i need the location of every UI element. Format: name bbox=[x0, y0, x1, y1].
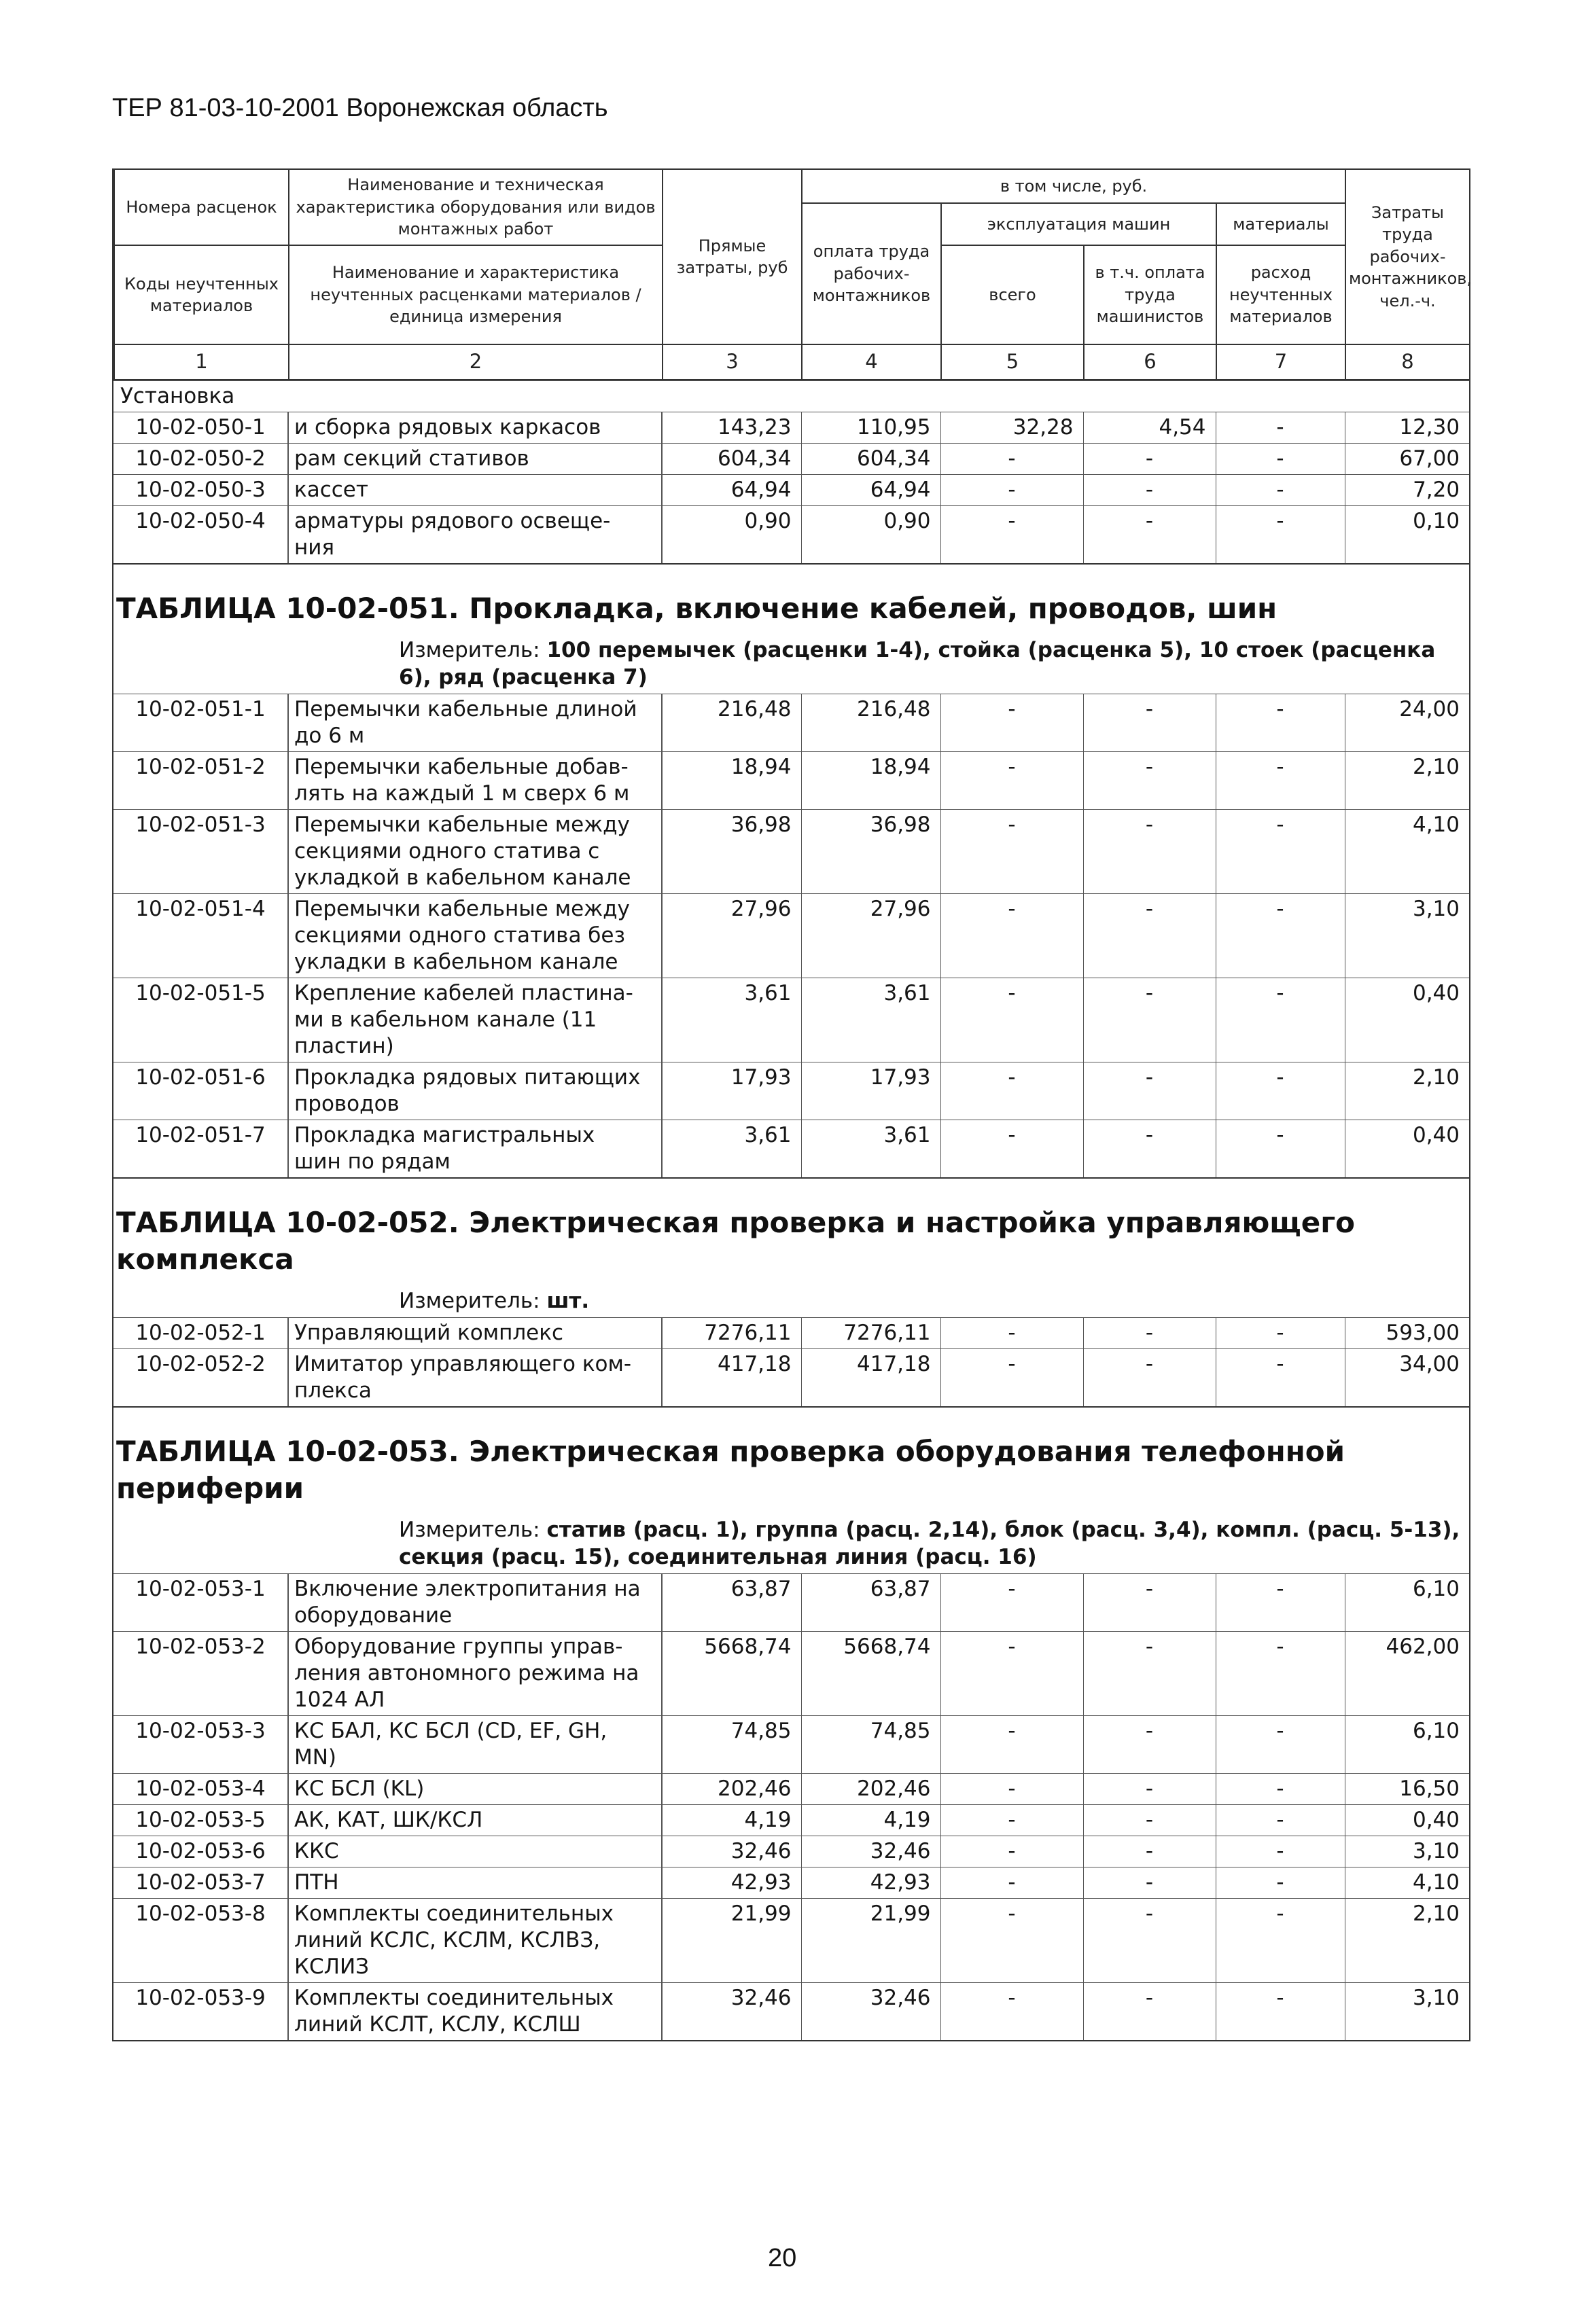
work-name-cell: ККС bbox=[288, 1836, 662, 1867]
table-row bbox=[113, 444, 1469, 475]
labor-pay-cell: 3,61 bbox=[801, 1120, 940, 1178]
labor-pay-cell: 3,61 bbox=[801, 978, 940, 1062]
table-row bbox=[113, 1716, 1469, 1774]
measure-label: Измеритель: bbox=[399, 1289, 547, 1313]
rate-code-cell: 10-02-053-5 bbox=[113, 1805, 288, 1836]
labor-hours-cell: 7,20 bbox=[1345, 475, 1469, 506]
labor-pay-cell: 32,46 bbox=[801, 1836, 940, 1867]
rate-code-cell: 10-02-053-6 bbox=[113, 1836, 288, 1867]
column-number: 8 bbox=[1345, 344, 1470, 380]
materials-cost-cell: - bbox=[1216, 1774, 1345, 1805]
labor-hours-cell: 0,40 bbox=[1345, 1120, 1469, 1178]
rate-code-cell: 10-02-053-2 bbox=[113, 1632, 288, 1716]
machines-labor-cell: - bbox=[1083, 506, 1216, 564]
labor-hours-cell: 3,10 bbox=[1345, 1983, 1469, 2041]
work-name-cell: КС БАЛ, КС БСЛ (CD, EF, GH, MN) bbox=[288, 1716, 662, 1774]
labor-pay-cell: 5668,74 bbox=[801, 1632, 940, 1716]
labor-pay-cell: 32,46 bbox=[801, 1983, 940, 2041]
machines-total-cell: - bbox=[940, 1120, 1083, 1178]
direct-costs-cell: 63,87 bbox=[662, 1574, 801, 1632]
labor-pay-cell: 63,87 bbox=[801, 1574, 940, 1632]
machines-labor-cell: - bbox=[1083, 1349, 1216, 1407]
rate-code-cell: 10-02-051-3 bbox=[113, 810, 288, 894]
machines-labor-cell: - bbox=[1083, 1574, 1216, 1632]
rate-code-cell: 10-02-050-4 bbox=[113, 506, 288, 564]
measure-label: Измеритель: bbox=[399, 1518, 547, 1542]
materials-cost-cell: - bbox=[1216, 1867, 1345, 1899]
section-052-table bbox=[113, 1317, 1469, 1406]
section-051-table bbox=[113, 694, 1469, 1177]
page-number: 20 bbox=[768, 2244, 797, 2272]
machines-total-cell: - bbox=[940, 1716, 1083, 1774]
machines-labor-cell: - bbox=[1083, 1716, 1216, 1774]
labor-pay-cell: 7276,11 bbox=[801, 1318, 940, 1349]
rate-code-cell: 10-02-053-7 bbox=[113, 1867, 288, 1899]
column-number: 6 bbox=[1084, 344, 1216, 380]
direct-costs-cell: 32,46 bbox=[662, 1983, 801, 2041]
machines-total-cell: 32,28 bbox=[940, 412, 1083, 444]
labor-pay-cell: 42,93 bbox=[801, 1867, 940, 1899]
rate-code-cell: 10-02-050-2 bbox=[113, 444, 288, 475]
direct-costs-cell: 32,46 bbox=[662, 1836, 801, 1867]
materials-cost-cell: - bbox=[1216, 1349, 1345, 1407]
machines-labor-cell: - bbox=[1083, 978, 1216, 1062]
header-rate-numbers: Номера расценок bbox=[114, 169, 289, 245]
direct-costs-cell: 21,99 bbox=[662, 1899, 801, 1983]
machines-total-cell: - bbox=[940, 1899, 1083, 1983]
measure-label: Измеритель: bbox=[399, 638, 547, 662]
materials-cost-cell: - bbox=[1216, 1062, 1345, 1120]
table-row bbox=[113, 1574, 1469, 1632]
measure-value: 100 перемычек (расценки 1-4), стойка (расценка 5), 10 стоек (расценка 6), ряд (расценка 7) bbox=[399, 638, 1436, 690]
rate-code-cell: 10-02-053-8 bbox=[113, 1899, 288, 1983]
direct-costs-cell: 36,98 bbox=[662, 810, 801, 894]
labor-hours-cell: 462,00 bbox=[1345, 1632, 1469, 1716]
machines-labor-cell: - bbox=[1083, 475, 1216, 506]
machines-labor-cell: - bbox=[1083, 1983, 1216, 2041]
table-row bbox=[113, 752, 1469, 810]
machines-labor-cell: - bbox=[1083, 1899, 1216, 1983]
table-row bbox=[113, 1899, 1469, 1983]
labor-hours-cell: 4,10 bbox=[1345, 1867, 1469, 1899]
labor-pay-cell: 74,85 bbox=[801, 1716, 940, 1774]
header-material-name: Наименование и характеристика неучтенных расценками материалов / единица измерения bbox=[289, 245, 663, 344]
direct-costs-cell: 143,23 bbox=[662, 412, 801, 444]
materials-cost-cell: - bbox=[1216, 444, 1345, 475]
direct-costs-cell: 18,94 bbox=[662, 752, 801, 810]
section-053-measure bbox=[113, 1515, 1469, 1573]
materials-cost-cell: - bbox=[1216, 506, 1345, 564]
work-name-cell: Управляющий комплекс bbox=[288, 1318, 662, 1349]
labor-hours-cell: 12,30 bbox=[1345, 412, 1469, 444]
header-including: в том числе, руб. bbox=[802, 169, 1345, 203]
materials-cost-cell: - bbox=[1216, 1318, 1345, 1349]
labor-pay-cell: 417,18 bbox=[801, 1349, 940, 1407]
labor-pay-cell: 4,19 bbox=[801, 1805, 940, 1836]
materials-cost-cell: - bbox=[1216, 1574, 1345, 1632]
header-direct-costs: Прямые затраты, руб bbox=[663, 169, 802, 344]
rate-code-cell: 10-02-052-1 bbox=[113, 1318, 288, 1349]
machines-total-cell: - bbox=[940, 1062, 1083, 1120]
materials-cost-cell: - bbox=[1216, 978, 1345, 1062]
materials-cost-cell: - bbox=[1216, 894, 1345, 978]
labor-hours-cell: 16,50 bbox=[1345, 1774, 1469, 1805]
direct-costs-cell: 0,90 bbox=[662, 506, 801, 564]
machines-total-cell: - bbox=[940, 752, 1083, 810]
machines-total-cell: - bbox=[940, 444, 1083, 475]
materials-cost-cell: - bbox=[1216, 694, 1345, 752]
header-machines: эксплуатация машин bbox=[941, 203, 1216, 245]
column-number: 5 bbox=[941, 344, 1084, 380]
column-number: 3 bbox=[663, 344, 802, 380]
table-row bbox=[113, 1867, 1469, 1899]
work-name-cell: Прокладка рядовых питающих проводов bbox=[288, 1062, 662, 1120]
section-050-table bbox=[113, 380, 1469, 563]
table-row bbox=[113, 978, 1469, 1062]
direct-costs-cell: 202,46 bbox=[662, 1774, 801, 1805]
materials-cost-cell: - bbox=[1216, 752, 1345, 810]
machines-labor-cell: - bbox=[1083, 810, 1216, 894]
table-row bbox=[113, 1983, 1469, 2041]
materials-cost-cell: - bbox=[1216, 412, 1345, 444]
work-name-cell: Перемычки кабельные длиной до 6 м bbox=[288, 694, 662, 752]
labor-pay-cell: 0,90 bbox=[801, 506, 940, 564]
machines-labor-cell: - bbox=[1083, 1062, 1216, 1120]
labor-hours-cell: 4,10 bbox=[1345, 810, 1469, 894]
column-number: 4 bbox=[802, 344, 941, 380]
direct-costs-cell: 42,93 bbox=[662, 1867, 801, 1899]
rate-code-cell: 10-02-053-4 bbox=[113, 1774, 288, 1805]
direct-costs-cell: 3,61 bbox=[662, 1120, 801, 1178]
work-name-cell: и сборка рядовых каркасов bbox=[288, 412, 662, 444]
table-row bbox=[113, 1120, 1469, 1178]
materials-cost-cell: - bbox=[1216, 475, 1345, 506]
labor-pay-cell: 18,94 bbox=[801, 752, 940, 810]
header-machines-total: всего bbox=[941, 245, 1084, 344]
labor-pay-cell: 216,48 bbox=[801, 694, 940, 752]
direct-costs-cell: 74,85 bbox=[662, 1716, 801, 1774]
labor-hours-cell: 0,10 bbox=[1345, 506, 1469, 564]
materials-cost-cell: - bbox=[1216, 1836, 1345, 1867]
measure-value: статив (расц. 1), группа (расц. 2,14), блок (расц. 3,4), компл. (расц. 5-13), секция (расц. 15), соединительная линия (расц. 16) bbox=[399, 1518, 1460, 1569]
table-row bbox=[113, 810, 1469, 894]
machines-labor-cell: 4,54 bbox=[1083, 412, 1216, 444]
table-row bbox=[113, 1836, 1469, 1867]
machines-labor-cell: - bbox=[1083, 1805, 1216, 1836]
direct-costs-cell: 417,18 bbox=[662, 1349, 801, 1407]
work-name-cell: Включение электропитания на оборудование bbox=[288, 1574, 662, 1632]
work-name-cell: рам секций стативов bbox=[288, 444, 662, 475]
labor-hours-cell: 3,10 bbox=[1345, 894, 1469, 978]
table-row bbox=[113, 1349, 1469, 1407]
machines-labor-cell: - bbox=[1083, 752, 1216, 810]
work-name-cell: кассет bbox=[288, 475, 662, 506]
rate-code-cell: 10-02-053-1 bbox=[113, 1574, 288, 1632]
work-name-cell: арматуры рядового освеще- ния bbox=[288, 506, 662, 564]
machines-total-cell: - bbox=[940, 1574, 1083, 1632]
materials-cost-cell: - bbox=[1216, 1120, 1345, 1178]
machines-labor-cell: - bbox=[1083, 1318, 1216, 1349]
machines-labor-cell: - bbox=[1083, 1632, 1216, 1716]
work-name-cell: АК, КАТ, ШК/КСЛ bbox=[288, 1805, 662, 1836]
labor-pay-cell: 27,96 bbox=[801, 894, 940, 978]
rates-table-frame bbox=[112, 168, 1473, 2041]
rate-code-cell: 10-02-051-5 bbox=[113, 978, 288, 1062]
header-materials-usage: расход неучтенных материалов bbox=[1216, 245, 1345, 344]
labor-hours-cell: 0,40 bbox=[1345, 978, 1469, 1062]
table-header bbox=[113, 168, 1473, 380]
rate-code-cell: 10-02-051-7 bbox=[113, 1120, 288, 1178]
labor-hours-cell: 24,00 bbox=[1345, 694, 1469, 752]
table-row bbox=[113, 1318, 1469, 1349]
labor-pay-cell: 110,95 bbox=[801, 412, 940, 444]
column-numbers-row bbox=[114, 344, 1470, 380]
machines-total-cell: - bbox=[940, 475, 1083, 506]
labor-hours-cell: 67,00 bbox=[1345, 444, 1469, 475]
table-row bbox=[113, 1774, 1469, 1805]
machines-labor-cell: - bbox=[1083, 444, 1216, 475]
labor-hours-cell: 6,10 bbox=[1345, 1716, 1469, 1774]
labor-pay-cell: 21,99 bbox=[801, 1899, 940, 1983]
direct-costs-cell: 3,61 bbox=[662, 978, 801, 1062]
labor-pay-cell: 604,34 bbox=[801, 444, 940, 475]
direct-costs-cell: 216,48 bbox=[662, 694, 801, 752]
header-machines-labor: в т.ч. оплата труда машинистов bbox=[1084, 245, 1216, 344]
direct-costs-cell: 64,94 bbox=[662, 475, 801, 506]
direct-costs-cell: 4,19 bbox=[662, 1805, 801, 1836]
machines-total-cell: - bbox=[940, 1867, 1083, 1899]
measure-value: шт. bbox=[546, 1289, 590, 1313]
materials-cost-cell: - bbox=[1216, 1632, 1345, 1716]
materials-cost-cell: - bbox=[1216, 1805, 1345, 1836]
header-labor-pay: оплата труда рабочих-монтажников bbox=[802, 203, 941, 344]
rate-code-cell: 10-02-050-3 bbox=[113, 475, 288, 506]
column-number: 7 bbox=[1216, 344, 1345, 380]
machines-labor-cell: - bbox=[1083, 694, 1216, 752]
section-051-title: ТАБЛИЦА 10-02-051. Прокладка, включение кабелей, проводов, шин bbox=[113, 563, 1469, 635]
rate-code-cell: 10-02-053-9 bbox=[113, 1983, 288, 2041]
header-labor-hours: Затраты труда рабочих-монтажников, чел.-ч. bbox=[1345, 169, 1470, 344]
materials-cost-cell: - bbox=[1216, 1983, 1345, 2041]
machines-labor-cell: - bbox=[1083, 894, 1216, 978]
machines-labor-cell: - bbox=[1083, 1836, 1216, 1867]
machines-total-cell: - bbox=[940, 894, 1083, 978]
machines-total-cell: - bbox=[940, 810, 1083, 894]
machines-total-cell: - bbox=[940, 1805, 1083, 1836]
table-row bbox=[113, 412, 1469, 444]
work-name-cell: Крепление кабелей пластина- ми в кабельном канале (11 пластин) bbox=[288, 978, 662, 1062]
labor-pay-cell: 36,98 bbox=[801, 810, 940, 894]
machines-total-cell: - bbox=[940, 1774, 1083, 1805]
labor-hours-cell: 2,10 bbox=[1345, 1062, 1469, 1120]
work-name-cell: Оборудование группы управ- ления автономного режима на 1024 АЛ bbox=[288, 1632, 662, 1716]
group-label-installation: Установка bbox=[113, 381, 1469, 412]
section-052-title: ТАБЛИЦА 10-02-052. Электрическая проверка и настройка управляющего комплекса bbox=[113, 1177, 1469, 1286]
rate-code-cell: 10-02-051-1 bbox=[113, 694, 288, 752]
labor-hours-cell: 2,10 bbox=[1345, 1899, 1469, 1983]
table-row bbox=[113, 506, 1469, 564]
table-row bbox=[113, 475, 1469, 506]
section-053-table bbox=[113, 1573, 1469, 2040]
rate-code-cell: 10-02-051-4 bbox=[113, 894, 288, 978]
rate-code-cell: 10-02-050-1 bbox=[113, 412, 288, 444]
document-header: ТЕР 81-03-10-2001 Воронежская область bbox=[112, 94, 608, 122]
work-name-cell: ПТН bbox=[288, 1867, 662, 1899]
labor-hours-cell: 6,10 bbox=[1345, 1574, 1469, 1632]
header-materials: материалы bbox=[1216, 203, 1345, 245]
table-row bbox=[113, 1062, 1469, 1120]
column-number: 1 bbox=[114, 344, 289, 380]
work-name-cell: Прокладка магистральных шин по рядам bbox=[288, 1120, 662, 1178]
machines-labor-cell: - bbox=[1083, 1774, 1216, 1805]
machines-total-cell: - bbox=[940, 1836, 1083, 1867]
materials-cost-cell: - bbox=[1216, 810, 1345, 894]
work-name-cell: Комплекты соединительных линий КСЛС, КСЛМ, КСЛВЗ, КСЛИЗ bbox=[288, 1899, 662, 1983]
table-row bbox=[113, 694, 1469, 752]
direct-costs-cell: 27,96 bbox=[662, 894, 801, 978]
section-053-title: ТАБЛИЦА 10-02-053. Электрическая проверка оборудования телефонной периферии bbox=[113, 1406, 1469, 1515]
direct-costs-cell: 7276,11 bbox=[662, 1318, 801, 1349]
labor-pay-cell: 17,93 bbox=[801, 1062, 940, 1120]
labor-pay-cell: 64,94 bbox=[801, 475, 940, 506]
column-number: 2 bbox=[289, 344, 663, 380]
machines-total-cell: - bbox=[940, 1983, 1083, 2041]
direct-costs-cell: 604,34 bbox=[662, 444, 801, 475]
rate-code-cell: 10-02-051-2 bbox=[113, 752, 288, 810]
table-row bbox=[113, 1632, 1469, 1716]
labor-pay-cell: 202,46 bbox=[801, 1774, 940, 1805]
direct-costs-cell: 5668,74 bbox=[662, 1632, 801, 1716]
rate-code-cell: 10-02-051-6 bbox=[113, 1062, 288, 1120]
machines-total-cell: - bbox=[940, 1632, 1083, 1716]
work-name-cell: Перемычки кабельные добав- лять на каждый 1 м сверх 6 м bbox=[288, 752, 662, 810]
machines-total-cell: - bbox=[940, 978, 1083, 1062]
machines-total-cell: - bbox=[940, 1349, 1083, 1407]
work-name-cell: Перемычки кабельные между секциями одного статива с укладкой в кабельном канале bbox=[288, 810, 662, 894]
work-name-cell: Комплекты соединительных линий КСЛТ, КСЛУ, КСЛШ bbox=[288, 1983, 662, 2041]
machines-total-cell: - bbox=[940, 694, 1083, 752]
rate-code-cell: 10-02-053-3 bbox=[113, 1716, 288, 1774]
labor-hours-cell: 34,00 bbox=[1345, 1349, 1469, 1407]
header-work-name: Наименование и техническая характеристика оборудования или видов монтажных работ bbox=[289, 169, 663, 245]
labor-hours-cell: 0,40 bbox=[1345, 1805, 1469, 1836]
table-row bbox=[113, 1805, 1469, 1836]
machines-labor-cell: - bbox=[1083, 1867, 1216, 1899]
header-material-codes: Коды неучтенных материалов bbox=[114, 245, 289, 344]
section-052-measure bbox=[113, 1286, 1469, 1317]
section-051-measure bbox=[113, 635, 1469, 694]
work-name-cell: КС БСЛ (KL) bbox=[288, 1774, 662, 1805]
machines-total-cell: - bbox=[940, 506, 1083, 564]
materials-cost-cell: - bbox=[1216, 1716, 1345, 1774]
work-name-cell: Перемычки кабельные между секциями одного статива без укладки в кабельном канале bbox=[288, 894, 662, 978]
labor-hours-cell: 3,10 bbox=[1345, 1836, 1469, 1867]
machines-labor-cell: - bbox=[1083, 1120, 1216, 1178]
table-row bbox=[113, 894, 1469, 978]
labor-hours-cell: 593,00 bbox=[1345, 1318, 1469, 1349]
rate-code-cell: 10-02-052-2 bbox=[113, 1349, 288, 1407]
materials-cost-cell: - bbox=[1216, 1899, 1345, 1983]
direct-costs-cell: 17,93 bbox=[662, 1062, 801, 1120]
labor-hours-cell: 2,10 bbox=[1345, 752, 1469, 810]
work-name-cell: Имитатор управляющего ком- плекса bbox=[288, 1349, 662, 1407]
machines-total-cell: - bbox=[940, 1318, 1083, 1349]
